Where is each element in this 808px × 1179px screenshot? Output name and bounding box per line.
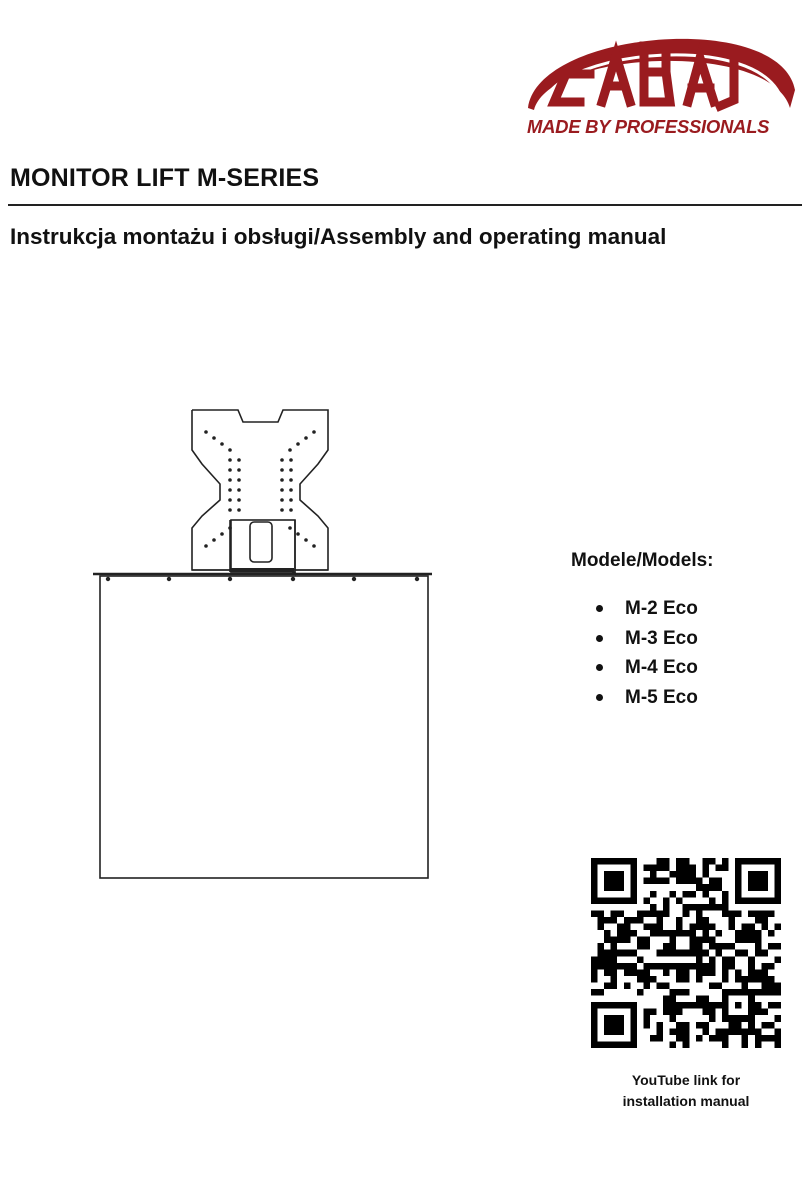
models-list	[596, 594, 698, 712]
bullet-icon	[596, 635, 603, 642]
monitor-lift-drawing	[90, 404, 435, 884]
list-item	[596, 683, 698, 713]
qr-caption-line-2: installation manual	[622, 1093, 750, 1109]
qr-caption-line-1: YouTube link for	[631, 1072, 741, 1088]
model-label: M-5 Eco	[625, 686, 698, 708]
page-title: MONITOR LIFT M-SERIES	[10, 164, 320, 192]
title-divider	[8, 204, 802, 206]
sabaj-logo-mark	[520, 10, 800, 120]
qr-code-graphic[interactable]	[591, 858, 781, 1048]
model-label: M-4 Eco	[625, 657, 698, 678]
model-label: M-3 Eco	[625, 627, 698, 649]
models-heading: Modele/Models:	[571, 550, 714, 571]
bullet-icon	[596, 694, 603, 701]
bullet-icon	[596, 664, 603, 671]
page-subtitle: Instrukcja montażu i obsługi/Assembly and operating manual	[10, 224, 667, 249]
qr-code-icon[interactable]	[591, 858, 781, 1048]
monitor-lift-svg	[90, 404, 435, 884]
bullet-icon	[596, 605, 603, 612]
list-item	[596, 653, 698, 683]
qr-caption	[594, 1070, 778, 1112]
list-item	[596, 624, 698, 654]
logo-tagline: MADE BY PROFESSIONALS	[527, 116, 770, 137]
model-label: M-2 Eco	[625, 598, 698, 619]
list-item	[596, 594, 698, 624]
